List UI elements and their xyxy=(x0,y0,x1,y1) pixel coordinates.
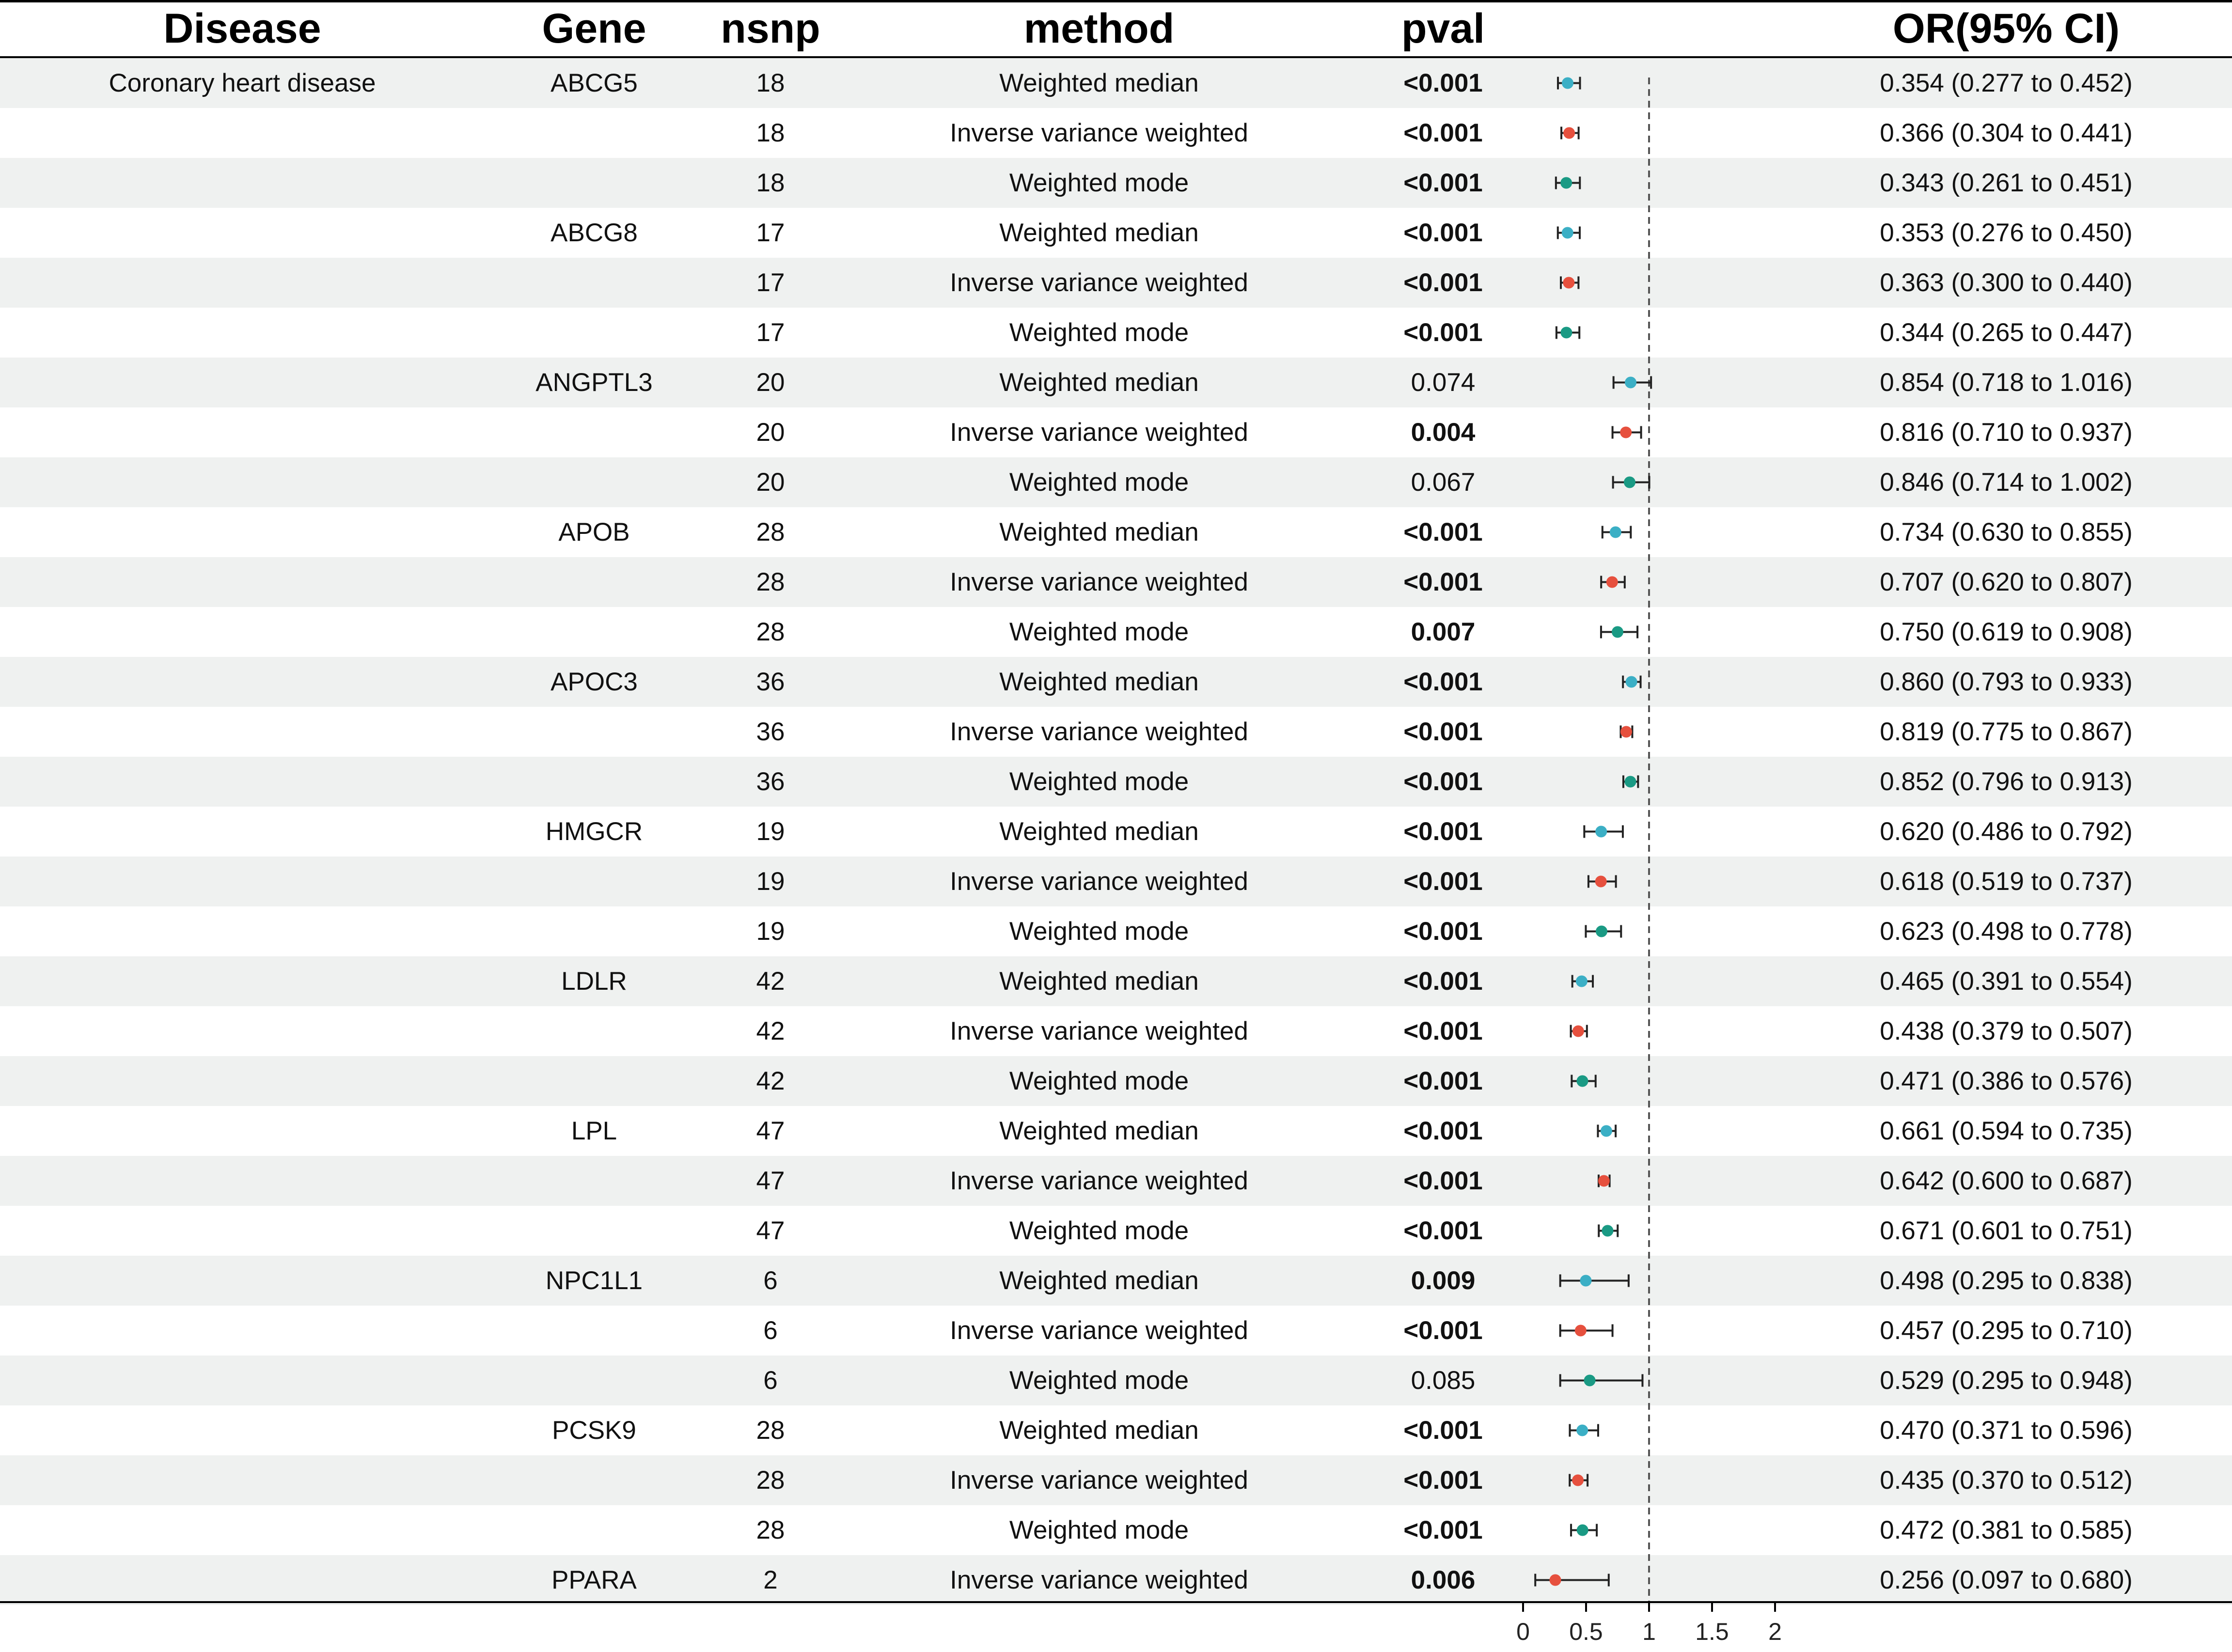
or-ci-cell: 0.852 (0.796 to 0.913) xyxy=(1880,767,2133,796)
nsnp-cell: 47 xyxy=(756,1216,785,1245)
gene-cell: LDLR xyxy=(561,967,627,996)
pval-cell: <0.001 xyxy=(1403,1466,1483,1495)
pval-cell: <0.001 xyxy=(1403,668,1483,696)
pval-cell: 0.007 xyxy=(1411,618,1476,646)
header-or-ci: OR(95% CI) xyxy=(1892,5,2120,52)
or-point xyxy=(1626,676,1637,688)
or-ci-cell: 0.620 (0.486 to 0.792) xyxy=(1880,817,2133,846)
method-cell: Weighted median xyxy=(999,817,1199,846)
pval-cell: 0.006 xyxy=(1411,1566,1476,1594)
gene-cell: PPARA xyxy=(551,1566,637,1594)
x-tick-label: 1 xyxy=(1642,1618,1656,1645)
or-ci-cell: 0.671 (0.601 to 0.751) xyxy=(1880,1216,2133,1245)
pval-cell: <0.001 xyxy=(1403,1416,1483,1445)
or-ci-cell: 0.472 (0.381 to 0.585) xyxy=(1880,1516,2133,1544)
or-point xyxy=(1563,277,1574,289)
gene-cell: PCSK9 xyxy=(552,1416,636,1445)
or-point xyxy=(1562,227,1573,239)
header-pval: pval xyxy=(1401,5,1485,52)
x-tick-label: 0.5 xyxy=(1569,1618,1603,1645)
method-cell: Inverse variance weighted xyxy=(950,717,1248,746)
nsnp-cell: 6 xyxy=(763,1316,778,1345)
or-point xyxy=(1562,78,1573,89)
nsnp-cell: 19 xyxy=(756,817,785,846)
method-cell: Inverse variance weighted xyxy=(950,1566,1248,1594)
nsnp-cell: 28 xyxy=(756,618,785,646)
or-ci-cell: 0.471 (0.386 to 0.576) xyxy=(1880,1067,2133,1095)
pval-cell: <0.001 xyxy=(1403,717,1483,746)
method-cell: Inverse variance weighted xyxy=(950,1466,1248,1495)
or-point xyxy=(1624,477,1635,488)
header-gene: Gene xyxy=(542,5,646,52)
nsnp-cell: 28 xyxy=(756,518,785,546)
method-cell: Weighted mode xyxy=(1009,1516,1189,1544)
or-point xyxy=(1584,1375,1596,1387)
nsnp-cell: 18 xyxy=(756,69,785,97)
pval-cell: <0.001 xyxy=(1403,867,1483,896)
pval-cell: <0.001 xyxy=(1403,1117,1483,1145)
or-ci-cell: 0.846 (0.714 to 1.002) xyxy=(1880,468,2133,497)
or-point xyxy=(1576,976,1588,987)
pval-cell: <0.001 xyxy=(1403,1316,1483,1345)
gene-cell: ABCG5 xyxy=(550,69,638,97)
or-ci-cell: 0.256 (0.097 to 0.680) xyxy=(1880,1566,2133,1594)
gene-cell: HMGCR xyxy=(545,817,643,846)
nsnp-cell: 20 xyxy=(756,468,785,497)
pval-cell: <0.001 xyxy=(1403,1017,1483,1045)
nsnp-cell: 28 xyxy=(756,1416,785,1445)
or-ci-cell: 0.623 (0.498 to 0.778) xyxy=(1880,917,2133,946)
nsnp-cell: 17 xyxy=(756,318,785,347)
gene-cell: APOC3 xyxy=(550,668,638,696)
method-cell: Weighted median xyxy=(999,967,1199,996)
or-ci-cell: 0.366 (0.304 to 0.441) xyxy=(1880,119,2133,147)
or-point xyxy=(1580,1275,1591,1287)
or-ci-cell: 0.854 (0.718 to 1.016) xyxy=(1880,368,2133,397)
disease-cell: Coronary heart disease xyxy=(109,69,376,97)
or-point xyxy=(1550,1574,1561,1586)
pval-cell: <0.001 xyxy=(1403,518,1483,546)
pval-cell: <0.001 xyxy=(1403,767,1483,796)
or-point xyxy=(1625,776,1636,788)
or-ci-cell: 0.435 (0.370 to 0.512) xyxy=(1880,1466,2133,1495)
or-ci-cell: 0.438 (0.379 to 0.507) xyxy=(1880,1017,2133,1045)
or-point xyxy=(1576,1075,1588,1087)
or-point xyxy=(1595,826,1607,838)
or-point xyxy=(1577,1525,1588,1536)
method-cell: Weighted mode xyxy=(1009,318,1189,347)
method-cell: Weighted median xyxy=(999,69,1199,97)
or-point xyxy=(1602,1225,1613,1237)
or-point xyxy=(1620,427,1632,438)
method-cell: Weighted mode xyxy=(1009,1216,1189,1245)
nsnp-cell: 20 xyxy=(756,418,785,447)
header-nsnp: nsnp xyxy=(721,5,820,52)
pval-cell: 0.004 xyxy=(1411,418,1476,447)
pval-cell: 0.067 xyxy=(1411,468,1476,497)
method-cell: Weighted mode xyxy=(1009,468,1189,497)
nsnp-cell: 17 xyxy=(756,218,785,247)
or-ci-cell: 0.344 (0.265 to 0.447) xyxy=(1880,318,2133,347)
nsnp-cell: 17 xyxy=(756,268,785,297)
method-cell: Weighted mode xyxy=(1009,618,1189,646)
gene-cell: APOB xyxy=(558,518,630,546)
nsnp-cell: 28 xyxy=(756,1466,785,1495)
nsnp-cell: 6 xyxy=(763,1366,778,1395)
pval-cell: <0.001 xyxy=(1403,817,1483,846)
nsnp-cell: 6 xyxy=(763,1266,778,1295)
or-point xyxy=(1575,1325,1587,1337)
or-ci-cell: 0.618 (0.519 to 0.737) xyxy=(1880,867,2133,896)
nsnp-cell: 19 xyxy=(756,867,785,896)
method-cell: Weighted mode xyxy=(1009,917,1189,946)
or-ci-cell: 0.661 (0.594 to 0.735) xyxy=(1880,1117,2133,1145)
or-ci-cell: 0.860 (0.793 to 0.933) xyxy=(1880,668,2133,696)
or-ci-cell: 0.465 (0.391 to 0.554) xyxy=(1880,967,2133,996)
or-ci-cell: 0.642 (0.600 to 0.687) xyxy=(1880,1167,2133,1195)
nsnp-cell: 47 xyxy=(756,1117,785,1145)
x-tick-label: 2 xyxy=(1768,1618,1782,1645)
method-cell: Inverse variance weighted xyxy=(950,1017,1248,1045)
or-ci-cell: 0.354 (0.277 to 0.452) xyxy=(1880,69,2133,97)
or-ci-cell: 0.353 (0.276 to 0.450) xyxy=(1880,218,2133,247)
gene-cell: NPC1L1 xyxy=(545,1266,643,1295)
or-ci-cell: 0.457 (0.295 to 0.710) xyxy=(1880,1316,2133,1345)
method-cell: Weighted median xyxy=(999,1266,1199,1295)
or-point xyxy=(1596,926,1607,937)
x-tick-label: 0 xyxy=(1516,1618,1530,1645)
method-cell: Inverse variance weighted xyxy=(950,1316,1248,1345)
pval-cell: <0.001 xyxy=(1403,69,1483,97)
header-disease: Disease xyxy=(163,5,321,52)
or-point xyxy=(1563,127,1575,139)
or-point xyxy=(1620,726,1632,738)
or-point xyxy=(1625,377,1636,389)
pval-cell: <0.001 xyxy=(1403,169,1483,197)
nsnp-cell: 2 xyxy=(763,1566,778,1594)
method-cell: Inverse variance weighted xyxy=(950,1167,1248,1195)
header-method: method xyxy=(1023,5,1175,52)
or-point xyxy=(1576,1425,1588,1436)
pval-cell: 0.074 xyxy=(1411,368,1476,397)
or-point xyxy=(1598,1175,1610,1187)
or-ci-cell: 0.750 (0.619 to 0.908) xyxy=(1880,618,2133,646)
or-point xyxy=(1601,1125,1612,1137)
or-ci-cell: 0.470 (0.371 to 0.596) xyxy=(1880,1416,2133,1445)
or-point xyxy=(1572,1026,1584,1037)
pval-cell: <0.001 xyxy=(1403,119,1483,147)
or-ci-cell: 0.363 (0.300 to 0.440) xyxy=(1880,268,2133,297)
pval-cell: <0.001 xyxy=(1403,218,1483,247)
nsnp-cell: 36 xyxy=(756,668,785,696)
pval-cell: <0.001 xyxy=(1403,1516,1483,1544)
method-cell: Inverse variance weighted xyxy=(950,418,1248,447)
method-cell: Weighted median xyxy=(999,668,1199,696)
or-point xyxy=(1606,577,1618,588)
or-point xyxy=(1610,527,1621,538)
or-point xyxy=(1572,1475,1584,1486)
nsnp-cell: 42 xyxy=(756,1067,785,1095)
pval-cell: <0.001 xyxy=(1403,967,1483,996)
nsnp-cell: 42 xyxy=(756,967,785,996)
method-cell: Weighted median xyxy=(999,518,1199,546)
pval-cell: 0.085 xyxy=(1411,1366,1476,1395)
nsnp-cell: 18 xyxy=(756,119,785,147)
pval-cell: <0.001 xyxy=(1403,318,1483,347)
or-point xyxy=(1560,177,1572,189)
pval-cell: 0.009 xyxy=(1411,1266,1476,1295)
or-ci-cell: 0.819 (0.775 to 0.867) xyxy=(1880,717,2133,746)
x-tick-label: 1.5 xyxy=(1695,1618,1729,1645)
nsnp-cell: 18 xyxy=(756,169,785,197)
method-cell: Inverse variance weighted xyxy=(950,119,1248,147)
method-cell: Weighted mode xyxy=(1009,1067,1189,1095)
gene-cell: ANGPTL3 xyxy=(535,368,653,397)
gene-cell: ABCG8 xyxy=(550,218,638,247)
nsnp-cell: 28 xyxy=(756,568,785,596)
nsnp-cell: 36 xyxy=(756,717,785,746)
or-point xyxy=(1612,626,1623,638)
gene-cell: LPL xyxy=(571,1117,617,1145)
nsnp-cell: 19 xyxy=(756,917,785,946)
or-point xyxy=(1595,876,1607,888)
method-cell: Inverse variance weighted xyxy=(950,268,1248,297)
method-cell: Weighted median xyxy=(999,1117,1199,1145)
pval-cell: <0.001 xyxy=(1403,568,1483,596)
or-ci-cell: 0.343 (0.261 to 0.451) xyxy=(1880,169,2133,197)
nsnp-cell: 42 xyxy=(756,1017,785,1045)
or-ci-cell: 0.734 (0.630 to 0.855) xyxy=(1880,518,2133,546)
method-cell: Weighted mode xyxy=(1009,169,1189,197)
pval-cell: <0.001 xyxy=(1403,268,1483,297)
or-ci-cell: 0.816 (0.710 to 0.937) xyxy=(1880,418,2133,447)
nsnp-cell: 20 xyxy=(756,368,785,397)
or-ci-cell: 0.498 (0.295 to 0.838) xyxy=(1880,1266,2133,1295)
method-cell: Inverse variance weighted xyxy=(950,568,1248,596)
pval-cell: <0.001 xyxy=(1403,1216,1483,1245)
nsnp-cell: 36 xyxy=(756,767,785,796)
or-point xyxy=(1560,327,1572,339)
nsnp-cell: 47 xyxy=(756,1167,785,1195)
pval-cell: <0.001 xyxy=(1403,917,1483,946)
method-cell: Weighted mode xyxy=(1009,767,1189,796)
pval-cell: <0.001 xyxy=(1403,1067,1483,1095)
nsnp-cell: 28 xyxy=(756,1516,785,1544)
pval-cell: <0.001 xyxy=(1403,1167,1483,1195)
or-ci-cell: 0.707 (0.620 to 0.807) xyxy=(1880,568,2133,596)
method-cell: Inverse variance weighted xyxy=(950,867,1248,896)
method-cell: Weighted mode xyxy=(1009,1366,1189,1395)
method-cell: Weighted median xyxy=(999,368,1199,397)
method-cell: Weighted median xyxy=(999,218,1199,247)
method-cell: Weighted median xyxy=(999,1416,1199,1445)
or-ci-cell: 0.529 (0.295 to 0.948) xyxy=(1880,1366,2133,1395)
